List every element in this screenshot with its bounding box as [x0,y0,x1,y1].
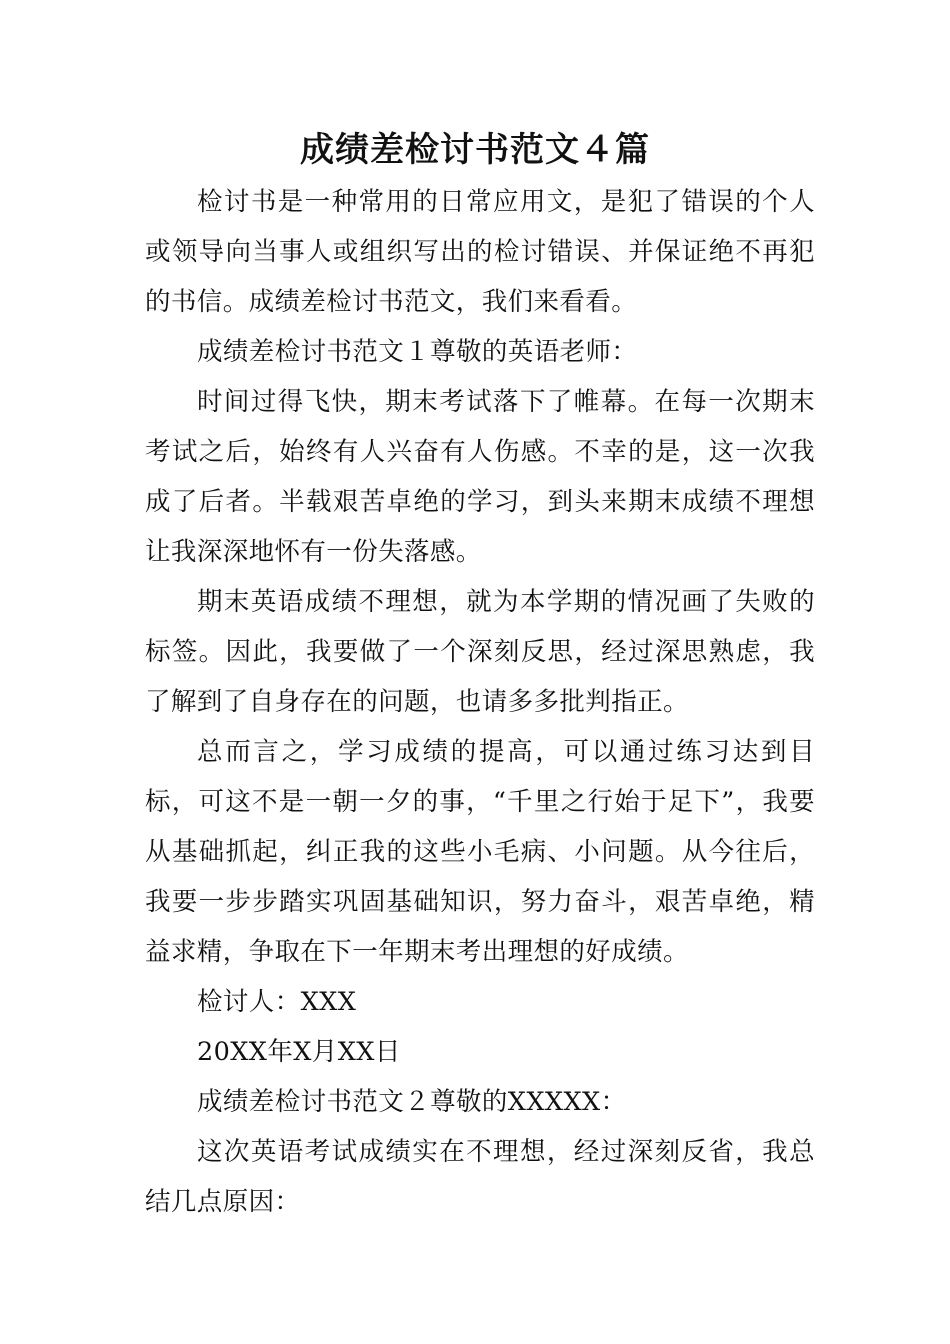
intro-paragraph: 检讨书是一种常用的日常应用文，是犯了错误的个人或领导向当事人或组织写出的检讨错误、并保证绝不再犯的书信。成绩差检讨书范文，我们来看看。 [145,187,815,317]
sample-1-paragraph-2: 期末英语成绩不理想，就为本学期的情况画了失败的标签。因此，我要做了一个深刻反思，经过深思熟虑，我了解到了自身存在的问题，也请多多批判指正。 [145,587,815,717]
date-line: 20XX年X月XX日 [197,1037,401,1067]
sample-1-paragraph-3: 总而言之，学习成绩的提高，可以通过练习达到目标，可这不是一朝一夕的事，“千里之行始于足下”，我要从基础抓起，纠正我的这些小毛病、小问题。从今往后，我要一步步踏实巩固基础知识，努力奋斗，艰苦卓绝，精益求精，争取在下一年期末考出理想的好成绩。 [145,737,815,967]
document-body [145,177,815,1227]
sample-2-paragraph-1: 这次英语考试成绩实在不理想，经过深刻反省，我总结几点原因： [145,1137,815,1217]
sample-1-heading: 成绩差检讨书范文１尊敬的英语老师： [197,337,638,367]
signature-line: 检讨人：XXX [197,987,357,1017]
document-title: 成绩差检讨书范文４篇 [300,130,650,170]
sample-2-heading: 成绩差检讨书范文２尊敬的XXXXX： [197,1087,627,1117]
sample-1-paragraph-1: 时间过得飞快，期末考试落下了帷幕。在每一次期末考试之后，始终有人兴奋有人伤感。不幸的是，这一次我成了后者。半载艰苦卓绝的学习，到头来期末成绩不理想让我深深地怀有一份失落感。 [145,387,815,567]
